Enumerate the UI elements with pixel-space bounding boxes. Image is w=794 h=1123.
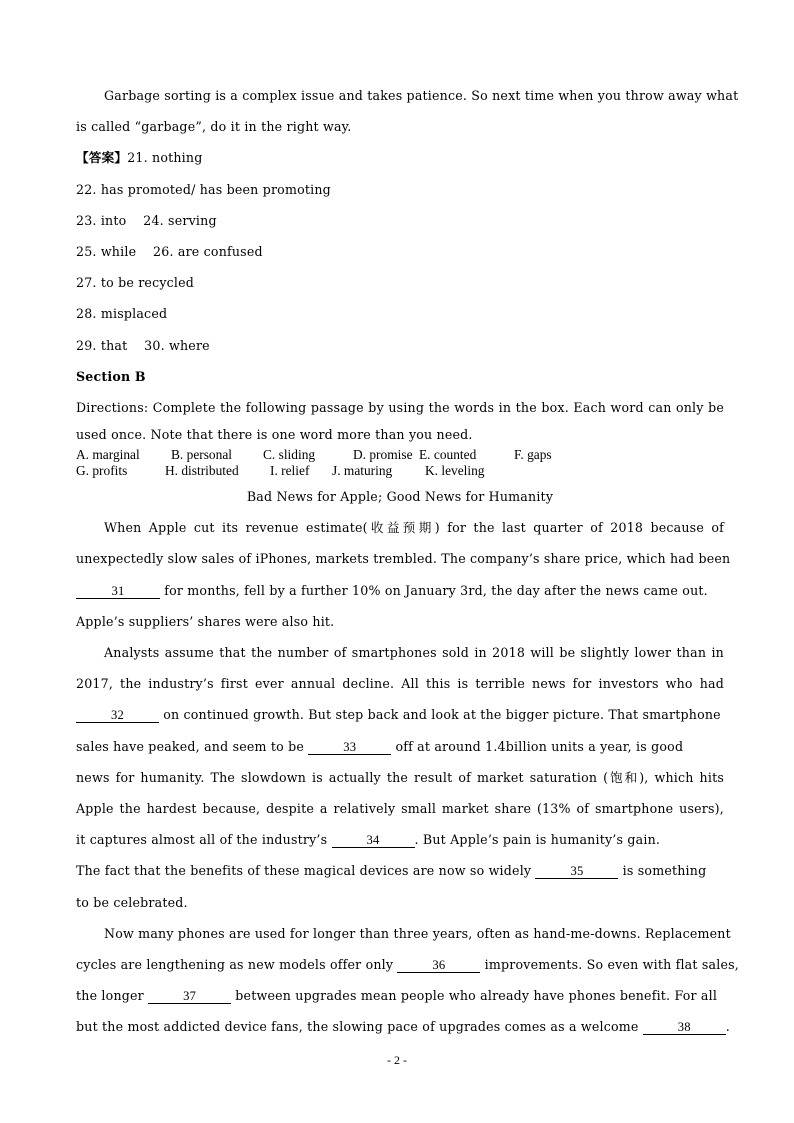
p2-line-4-text-a: sales have peaked, and seem to be [76, 738, 309, 754]
word-option-g: G. profits [76, 463, 128, 479]
p3-line-1: Now many phones are used for longer than three years, often as hand-me-downs. Replacement [104, 925, 731, 941]
answer-line-28: 28. misplaced [76, 306, 168, 322]
blank-32[interactable]: 32 [76, 708, 159, 723]
word-box-row-2 [76, 463, 724, 479]
blank-37[interactable]: 37 [148, 989, 231, 1004]
p2-line-1: Analysts assume that the number of smartphones sold in 2018 will be slightly lower than in [104, 645, 724, 660]
p3-line-2-text-b: improvements. So even with flat sales, [480, 956, 739, 972]
p2-line-7 [76, 824, 724, 855]
p2-line-3 [76, 699, 724, 730]
word-option-d: D. promise [353, 447, 413, 463]
intro-line-2: is called “garbage”, do it in the right way. [76, 119, 352, 135]
p2-line-9: to be celebrated. [76, 894, 188, 910]
page-number: - 2 - [387, 1053, 407, 1067]
p1-line-2: unexpectedly slow sales of iPhones, markets trembled. The company’s share price, which had been [76, 551, 731, 567]
blank-35[interactable]: 35 [535, 864, 618, 879]
answer-line-22: 22. has promoted/ has been promoting [76, 181, 331, 197]
p2-line-8 [76, 855, 724, 886]
p3-line-4-text-a: but the most addicted device fans, the slowing pace of upgrades comes as a welcome [76, 1019, 643, 1035]
answer-text: 21. nothing [127, 150, 203, 166]
p2-line-8-text-a: The fact that the benefits of these magical devices are now so widely [76, 863, 536, 879]
word-option-e: E. counted [419, 447, 477, 463]
p2-line-6: Apple the hardest because, despite a relatively small market share (13% of smartphone users), [76, 800, 724, 816]
blank-31[interactable]: 31 [76, 584, 160, 599]
blank-38[interactable]: 38 [643, 1020, 726, 1035]
p3-line-4-text-b: . [725, 1019, 730, 1035]
word-option-f: F. gaps [514, 447, 552, 463]
p2-line-3-text: on continued growth. But step back and look at the bigger picture. That smartphone [159, 707, 721, 723]
word-option-a: A. marginal [76, 447, 140, 463]
word-option-h: H. distributed [165, 463, 239, 479]
blank-33[interactable]: 33 [308, 740, 391, 755]
section-heading: Section B [76, 368, 146, 384]
word-option-b: B. personal [171, 447, 232, 463]
intro-line-1: Garbage sorting is a complex issue and takes patience. So next time when you throw away what [104, 88, 739, 103]
p2-line-2: 2017, the industry’s first ever annual decline. All this is terrible news for investors who had [76, 676, 724, 692]
answer-line-23: 23. into 24. serving [76, 212, 217, 228]
word-box-row-1 [76, 447, 724, 463]
p2-line-7-text-a: it captures almost all of the industry’s [76, 832, 332, 848]
passage-title: Bad News for Apple; Good News for Humanity [246, 489, 554, 505]
word-option-j: J. maturing [332, 463, 393, 479]
p3-line-3 [76, 980, 724, 1011]
directions-line-2: used once. Note that there is one word more than you need. [76, 427, 473, 443]
word-option-c: C. sliding [263, 447, 316, 463]
p3-line-3-text-a: the longer [76, 988, 149, 1004]
p1-line-3-text: for months, fell by a further 10% on January 3rd, the day after the news came out. [160, 582, 708, 598]
p2-line-5: news for humanity. The slowdown is actually the result of market saturation (饱和), which hits [76, 769, 724, 785]
p1-line-1: When Apple cut its revenue estimate(收益预期) for the last quarter of 2018 because of [104, 520, 724, 536]
p3-line-2-text-a: cycles are lengthening as new models offer only [76, 956, 398, 972]
answer-line-25: 25. while 26. are confused [76, 243, 263, 259]
p3-line-2 [76, 949, 739, 980]
p3-line-4 [76, 1011, 730, 1042]
p2-line-4-text-b: off at around 1.4billion units a year, is good [391, 738, 684, 754]
word-option-i: I. relief [270, 463, 310, 479]
answer-line-29: 29. that 30. where [76, 337, 210, 353]
answer-label: 【答案】 [76, 150, 128, 166]
word-box [76, 447, 724, 479]
p2-line-8-text-b: is something [618, 863, 707, 879]
blank-34[interactable]: 34 [332, 833, 415, 848]
answer-line-21 [76, 142, 724, 173]
p1-line-3 [76, 575, 724, 606]
document-page [76, 80, 739, 1042]
p1-line-4: Apple’s suppliers’ shares were also hit. [76, 613, 335, 629]
p2-line-4 [76, 731, 724, 762]
answer-line-27: 27. to be recycled [76, 275, 195, 291]
blank-36[interactable]: 36 [397, 958, 480, 973]
p3-line-3-text-b: between upgrades mean people who already have phones benefit. For all [231, 988, 718, 1004]
word-option-k: K. leveling [425, 463, 485, 479]
p2-line-7-text-b: . But Apple’s pain is humanity’s gain. [414, 832, 661, 848]
directions-line-1: Directions: Complete the following passage by using the words in the box. Each word can only be [76, 399, 724, 415]
